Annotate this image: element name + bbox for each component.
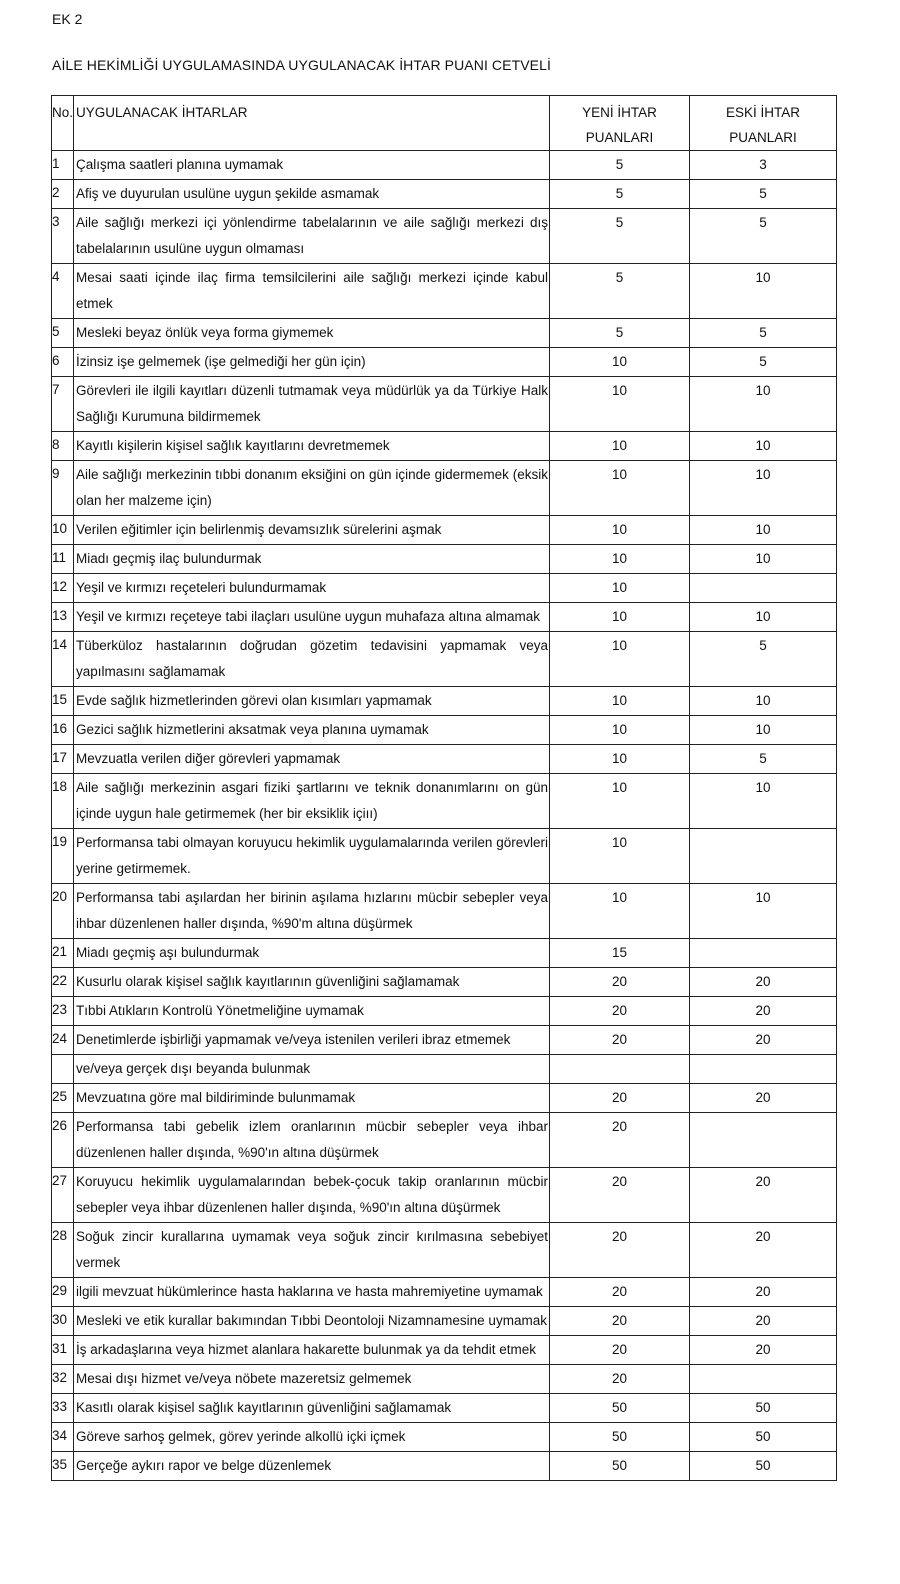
row-old-points: 5 xyxy=(690,348,837,377)
row-new-points: 10 xyxy=(550,377,690,432)
row-warning-text: Miadı geçmiş aşı bulundurmak xyxy=(74,939,550,968)
row-warning-text: Tüberküloz hastalarının doğrudan gözetim tedavisini yapmamak veya yapılmasını sağlamamak xyxy=(74,632,550,687)
row-warning-text: Denetimlerde işbirliği yapmamak ve/veya istenilen verileri ibraz etmemek xyxy=(74,1026,550,1055)
row-number: 14 xyxy=(52,632,74,687)
table-row xyxy=(52,829,837,884)
row-old-points: 3 xyxy=(690,151,837,180)
row-number: 21 xyxy=(52,939,74,968)
table-row xyxy=(52,716,837,745)
row-number: 18 xyxy=(52,774,74,829)
row-old-points: 10 xyxy=(690,603,837,632)
row-new-points: 20 xyxy=(550,1223,690,1278)
row-new-points: 10 xyxy=(550,574,690,603)
row-warning-text: Göreve sarhoş gelmek, görev yerinde alkollü içki içmek xyxy=(74,1423,550,1452)
table-row xyxy=(52,745,837,774)
row-new-points: 50 xyxy=(550,1394,690,1423)
table-row xyxy=(52,968,837,997)
row-warning-text: Tıbbi Atıkların Kontrolü Yönetmeliğine uymamak xyxy=(74,997,550,1026)
table-row xyxy=(52,1394,837,1423)
row-number: 1 xyxy=(52,151,74,180)
table-header xyxy=(52,96,837,151)
page-label: EK 2 xyxy=(52,11,83,27)
row-old-points: 50 xyxy=(690,1423,837,1452)
table-row xyxy=(52,545,837,574)
table-row xyxy=(52,1168,837,1223)
row-new-points: 10 xyxy=(550,745,690,774)
row-new-points: 10 xyxy=(550,461,690,516)
table-row xyxy=(52,319,837,348)
row-number: 9 xyxy=(52,461,74,516)
row-new-points: 5 xyxy=(550,319,690,348)
row-new-points: 20 xyxy=(550,997,690,1026)
row-new-points: 10 xyxy=(550,829,690,884)
row-new-points xyxy=(550,1055,690,1084)
row-new-points: 20 xyxy=(550,1113,690,1168)
row-number: 27 xyxy=(52,1168,74,1223)
row-warning-text: İş arkadaşlarına veya hizmet alanlara hakarette bulunmak ya da tehdit etmek xyxy=(74,1336,550,1365)
row-old-points: 10 xyxy=(690,461,837,516)
row-number xyxy=(52,1055,74,1084)
table-row xyxy=(52,1336,837,1365)
row-new-points: 10 xyxy=(550,716,690,745)
row-new-points: 5 xyxy=(550,180,690,209)
row-number: 5 xyxy=(52,319,74,348)
row-new-points: 15 xyxy=(550,939,690,968)
row-warning-text: Mesai dışı hizmet ve/veya nöbete mazeretsiz gelmemek xyxy=(74,1365,550,1394)
row-old-points: 50 xyxy=(690,1452,837,1481)
table-row xyxy=(52,1055,837,1084)
row-old-points: 5 xyxy=(690,180,837,209)
row-old-points: 20 xyxy=(690,1278,837,1307)
row-warning-text: Performansa tabi gebelik izlem oranlarının mücbir sebepler veya ihbar düzenlenen haller dışında, %90'ın altına düşürmek xyxy=(74,1113,550,1168)
header-old-line2: PUANLARI xyxy=(729,130,797,145)
table-row xyxy=(52,264,837,319)
row-warning-text: Soğuk zincir kurallarına uymamak veya soğuk zincir kırılmasına sebebiyet vermek xyxy=(74,1223,550,1278)
table-row xyxy=(52,1113,837,1168)
row-old-points xyxy=(690,574,837,603)
row-warning-text: Gerçeğe aykırı rapor ve belge düzenlemek xyxy=(74,1452,550,1481)
row-number: 29 xyxy=(52,1278,74,1307)
row-new-points: 10 xyxy=(550,545,690,574)
row-old-points: 10 xyxy=(690,432,837,461)
row-new-points: 20 xyxy=(550,1168,690,1223)
row-new-points: 10 xyxy=(550,603,690,632)
row-new-points: 10 xyxy=(550,432,690,461)
row-old-points: 20 xyxy=(690,1223,837,1278)
table-row xyxy=(52,884,837,939)
row-new-points: 5 xyxy=(550,151,690,180)
table-row xyxy=(52,939,837,968)
row-old-points: 50 xyxy=(690,1394,837,1423)
row-old-points: 10 xyxy=(690,377,837,432)
row-number: 2 xyxy=(52,180,74,209)
row-new-points: 20 xyxy=(550,1084,690,1113)
row-number: 13 xyxy=(52,603,74,632)
row-old-points: 20 xyxy=(690,1307,837,1336)
row-new-points: 10 xyxy=(550,884,690,939)
row-old-points: 20 xyxy=(690,1084,837,1113)
row-old-points: 10 xyxy=(690,884,837,939)
header-new-line1: YENİ İHTAR xyxy=(582,105,657,120)
table-body xyxy=(52,151,837,1481)
table-row xyxy=(52,687,837,716)
row-number: 32 xyxy=(52,1365,74,1394)
row-new-points: 20 xyxy=(550,1307,690,1336)
row-warning-text: Yeşil ve kırmızı reçeteleri bulundurmamak xyxy=(74,574,550,603)
row-old-points: 20 xyxy=(690,997,837,1026)
table-row xyxy=(52,1365,837,1394)
row-new-points: 20 xyxy=(550,1278,690,1307)
row-warning-text: Kusurlu olarak kişisel sağlık kayıtlarının güvenliğini sağlamamak xyxy=(74,968,550,997)
row-warning-text: Aile sağlığı merkezi içi yönlendirme tabelalarının ve aile sağlığı merkezi dış tabelalarının usulüne uygun olmaması xyxy=(74,209,550,264)
table-row xyxy=(52,1452,837,1481)
row-warning-text: Yeşil ve kırmızı reçeteye tabi ilaçları usulüne uygun muhafaza altına almamak xyxy=(74,603,550,632)
row-warning-text: Kasıtlı olarak kişisel sağlık kayıtlarının güvenliğini sağlamamak xyxy=(74,1394,550,1423)
row-old-points: 20 xyxy=(690,968,837,997)
row-number: 11 xyxy=(52,545,74,574)
row-warning-text: ve/veya gerçek dışı beyanda bulunmak xyxy=(74,1055,550,1084)
row-new-points: 10 xyxy=(550,516,690,545)
row-number: 4 xyxy=(52,264,74,319)
row-number: 3 xyxy=(52,209,74,264)
table-row xyxy=(52,632,837,687)
header-old-line1: ESKİ İHTAR xyxy=(725,105,800,120)
penalty-points-table xyxy=(51,95,837,1481)
table-row xyxy=(52,1223,837,1278)
row-number: 24 xyxy=(52,1026,74,1055)
row-number: 6 xyxy=(52,348,74,377)
header-no: No. xyxy=(52,96,74,151)
row-new-points: 10 xyxy=(550,348,690,377)
header-item: UYGULANACAK İHTARLAR xyxy=(74,96,550,151)
row-new-points: 5 xyxy=(550,264,690,319)
row-old-points: 10 xyxy=(690,774,837,829)
row-new-points: 20 xyxy=(550,1026,690,1055)
row-number: 12 xyxy=(52,574,74,603)
table-row xyxy=(52,516,837,545)
header-new-points xyxy=(550,96,690,151)
row-number: 31 xyxy=(52,1336,74,1365)
row-old-points: 20 xyxy=(690,1026,837,1055)
table-row xyxy=(52,774,837,829)
row-number: 16 xyxy=(52,716,74,745)
row-warning-text: Aile sağlığı merkezinin asgari fiziki şartlarını ve teknik donanımlarını on gün içinde uygun hale getirmemek (her bir eksiklik içiıı) xyxy=(74,774,550,829)
row-new-points: 50 xyxy=(550,1423,690,1452)
header-new-line2: PUANLARI xyxy=(585,130,654,145)
row-number: 35 xyxy=(52,1452,74,1481)
table-row xyxy=(52,432,837,461)
row-new-points: 10 xyxy=(550,774,690,829)
table-row xyxy=(52,1307,837,1336)
row-warning-text: Mesleki beyaz önlük veya forma giymemek xyxy=(74,319,550,348)
row-number: 22 xyxy=(52,968,74,997)
row-old-points: 10 xyxy=(690,264,837,319)
table-row xyxy=(52,1423,837,1452)
row-warning-text: Verilen eğitimler için belirlenmiş devamsızlık sürelerini aşmak xyxy=(74,516,550,545)
row-old-points: 10 xyxy=(690,687,837,716)
row-warning-text: Görevleri ile ilgili kayıtları düzenli tutmamak veya müdürlük ya da Türkiye Halk Sağlığı Kurumuna bildirmemek xyxy=(74,377,550,432)
table-row xyxy=(52,997,837,1026)
row-old-points: 5 xyxy=(690,632,837,687)
row-warning-text: Performansa tabi olmayan koruyucu hekimlik uygulamalarında verilen görevleri yerine getirmemek. xyxy=(74,829,550,884)
row-old-points: 10 xyxy=(690,716,837,745)
table-row xyxy=(52,574,837,603)
header-old-points xyxy=(690,96,837,151)
table-row xyxy=(52,180,837,209)
row-number: 15 xyxy=(52,687,74,716)
row-warning-text: Performansa tabi aşılardan her birinin aşılama hızlarını mücbir sebepler veya ihbar düzenlenen haller dışında, %90'm altına düşürmek xyxy=(74,884,550,939)
row-number: 25 xyxy=(52,1084,74,1113)
row-number: 23 xyxy=(52,997,74,1026)
row-warning-text: Mevzuatla verilen diğer görevleri yapmamak xyxy=(74,745,550,774)
table-row xyxy=(52,603,837,632)
table-row xyxy=(52,1084,837,1113)
row-warning-text: Gezici sağlık hizmetlerini aksatmak veya planına uymamak xyxy=(74,716,550,745)
row-old-points xyxy=(690,1113,837,1168)
row-old-points: 10 xyxy=(690,545,837,574)
row-number: 34 xyxy=(52,1423,74,1452)
row-old-points: 5 xyxy=(690,209,837,264)
row-old-points xyxy=(690,1055,837,1084)
row-number: 33 xyxy=(52,1394,74,1423)
row-warning-text: Koruyucu hekimlik uygulamalarından bebek-çocuk takip oranlarının mücbir sebepler veya ihbar düzenlenen haller dışında, %90'ın altına düşürmek xyxy=(74,1168,550,1223)
row-new-points: 10 xyxy=(550,687,690,716)
row-warning-text: Kayıtlı kişilerin kişisel sağlık kayıtlarını devretmemek xyxy=(74,432,550,461)
row-warning-text: Miadı geçmiş ilaç bulundurmak xyxy=(74,545,550,574)
row-number: 26 xyxy=(52,1113,74,1168)
document-title: AİLE HEKİMLİĞİ UYGULAMASINDA UYGULANACAK İHTAR PUANI CETVELİ xyxy=(52,57,551,73)
row-new-points: 20 xyxy=(550,968,690,997)
row-number: 17 xyxy=(52,745,74,774)
row-number: 10 xyxy=(52,516,74,545)
table-row xyxy=(52,377,837,432)
row-warning-text: Mesai saati içinde ilaç firma temsilcilerini aile sağlığı merkezi içinde kabul etmek xyxy=(74,264,550,319)
table-row xyxy=(52,151,837,180)
row-warning-text: Aile sağlığı merkezinin tıbbi donanım eksiğini on gün içinde gidermemek (eksik olan her malzeme için) xyxy=(74,461,550,516)
row-number: 20 xyxy=(52,884,74,939)
row-old-points: 5 xyxy=(690,745,837,774)
table-row xyxy=(52,348,837,377)
row-warning-text: Mevzuatına göre mal bildiriminde bulunmamak xyxy=(74,1084,550,1113)
row-number: 8 xyxy=(52,432,74,461)
row-old-points: 10 xyxy=(690,516,837,545)
row-new-points: 20 xyxy=(550,1365,690,1394)
row-warning-text: Mesleki ve etik kurallar bakımından Tıbbi Deontoloji Nizamnamesine uymamak xyxy=(74,1307,550,1336)
row-warning-text: İzinsiz işe gelmemek (işe gelmediği her gün için) xyxy=(74,348,550,377)
row-number: 19 xyxy=(52,829,74,884)
table-row xyxy=(52,1026,837,1055)
row-old-points xyxy=(690,829,837,884)
row-old-points: 5 xyxy=(690,319,837,348)
row-warning-text: Afiş ve duyurulan usulüne uygun şekilde asmamak xyxy=(74,180,550,209)
row-old-points: 20 xyxy=(690,1336,837,1365)
header-row xyxy=(52,96,837,151)
row-warning-text: Evde sağlık hizmetlerinden görevi olan kısımları yapmamak xyxy=(74,687,550,716)
row-warning-text: Çalışma saatleri planına uymamak xyxy=(74,151,550,180)
row-old-points xyxy=(690,939,837,968)
row-warning-text: ilgili mevzuat hükümlerince hasta haklarına ve hasta mahremiyetine uymamak xyxy=(74,1278,550,1307)
table-row xyxy=(52,461,837,516)
row-number: 30 xyxy=(52,1307,74,1336)
row-old-points xyxy=(690,1365,837,1394)
table-row xyxy=(52,209,837,264)
row-number: 7 xyxy=(52,377,74,432)
row-new-points: 50 xyxy=(550,1452,690,1481)
table-row xyxy=(52,1278,837,1307)
row-new-points: 10 xyxy=(550,632,690,687)
row-new-points: 20 xyxy=(550,1336,690,1365)
row-old-points: 20 xyxy=(690,1168,837,1223)
row-number: 28 xyxy=(52,1223,74,1278)
row-new-points: 5 xyxy=(550,209,690,264)
